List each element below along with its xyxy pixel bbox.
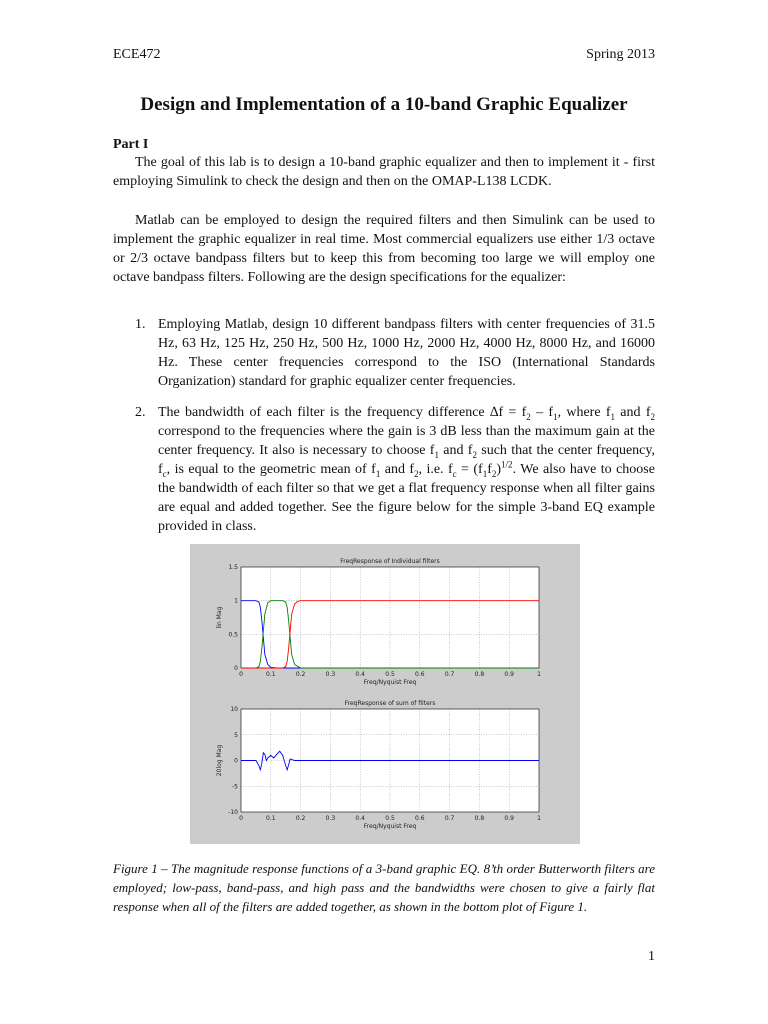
x-tick-label: 0.5 [385, 815, 395, 822]
y-tick-label: 0.5 [228, 631, 238, 639]
x-tick-label: 0.2 [295, 671, 306, 678]
x-tick-label: 0.8 [474, 671, 485, 678]
document-title: Design and Implementation of a 10-band Graphic Equalizer [140, 94, 628, 115]
course-code: ECE472 [113, 47, 161, 62]
list-text: Employing Matlab, design 10 different bandpass filters with center frequencies of 31.5 Hz, 63 Hz, 125 Hz, 250 Hz, 500 Hz, 1000 Hz, 2000 Hz, 4000 Hz, 8000 Hz, and 16000 Hz. These center frequencies correspond to the ISO (International Standards Organization) standard for graphic equalizer center frequencies. [158, 317, 655, 389]
x-tick-label: 0.9 [504, 671, 514, 678]
x-tick-label: 0.7 [444, 671, 455, 678]
chart-title: FreqResponse of sum of filters [344, 700, 436, 707]
x-tick-label: 0.4 [355, 671, 365, 678]
y-axis-label: 20log Mag [216, 744, 223, 777]
x-tick-label: 0.1 [266, 815, 276, 822]
y-tick-label: 1.5 [228, 564, 238, 571]
y-tick-label: -10 [228, 809, 238, 816]
part-heading: Part I [113, 137, 149, 152]
intro-paragraph: The goal of this lab is to design a 10-band graphic equalizer and then to implement it - first employing Simulink to check the design and then on the OMAP-L138 LCDK. [113, 155, 655, 189]
x-tick-label: 0 [239, 815, 243, 822]
list-item [135, 403, 655, 536]
x-tick-label: 0 [239, 671, 243, 678]
figure-caption: Figure 1 – The magnitude response functions of a 3-band graphic EQ. 8’th order Butterworth filters are employed; low-pass, band-pass, and high pass and the bandwidths were chosen to give a fairly flat response when all of the filters are added together, as shown in the bottom plot of Figure 1. [113, 861, 655, 914]
x-tick-label: 0.6 [415, 815, 425, 822]
y-tick-label: 0 [234, 665, 238, 672]
bottom-plot [216, 700, 541, 830]
y-tick-label: 5 [234, 731, 238, 739]
chart-title: FreqResponse of Individual filters [340, 558, 440, 565]
x-tick-label: 1 [537, 671, 541, 678]
x-tick-label: 0.2 [295, 815, 306, 822]
y-tick-label: -5 [232, 783, 238, 791]
top-plot [216, 558, 541, 686]
y-tick-label: 1 [234, 597, 238, 605]
x-tick-label: 0.1 [266, 671, 276, 678]
figure-1 [190, 544, 580, 844]
x-tick-label: 0.8 [474, 815, 485, 822]
list-item [135, 315, 655, 391]
x-tick-label: 0.9 [504, 815, 514, 822]
term-label: Spring 2013 [586, 47, 655, 62]
y-tick-label: 0 [234, 757, 238, 765]
x-tick-label: 0.5 [385, 671, 395, 678]
x-axis-label: Freq/Nyquist Freq [363, 679, 417, 686]
page-number: 1 [648, 949, 655, 964]
x-axis-label: Freq/Nyquist Freq [363, 823, 417, 830]
list-number: 2. [135, 405, 146, 420]
x-tick-label: 0.7 [444, 815, 455, 822]
x-tick-label: 0.4 [355, 815, 365, 822]
x-tick-label: 1 [537, 815, 541, 822]
x-tick-label: 0.3 [325, 815, 336, 822]
list-number: 1. [135, 317, 146, 332]
list-text: The bandwidth of each filter is the frequency difference $\Delta f = f_2 - f_1$, where $f_1$ and $f_2$ correspond to the frequencies where the gain is 3 dB less than the maximum gain at the center frequency. It also is necessary to choose $f_1$ and $f_2$ such that the center frequency, $f_c$, is equal to the geometric mean of $f_1$ and $f_2$, i.e. $f_c = (f_1f_2)^{1/2}$. We also have to choose the bandwidth of each filter so that we get a flat frequency response when all filter gains are equal and added together. See the figure below for the simple 3-band EQ example provided in class. [158, 405, 655, 534]
x-tick-label: 0.6 [415, 671, 425, 678]
y-axis-label: lin Mag [216, 606, 223, 629]
x-tick-label: 0.3 [325, 671, 336, 678]
y-tick-label: 10 [230, 706, 238, 713]
matlab-paragraph: Matlab can be employed to design the required filters and then Simulink can be used to implement the graphic equalizer in real time. Most commercial equalizers use either 1/3 octave or 2/3 octave bandpass filters but to keep this from becoming too large we will employ one octave bandpass filters. Following are the design specifications for the equalizer: [113, 213, 655, 285]
